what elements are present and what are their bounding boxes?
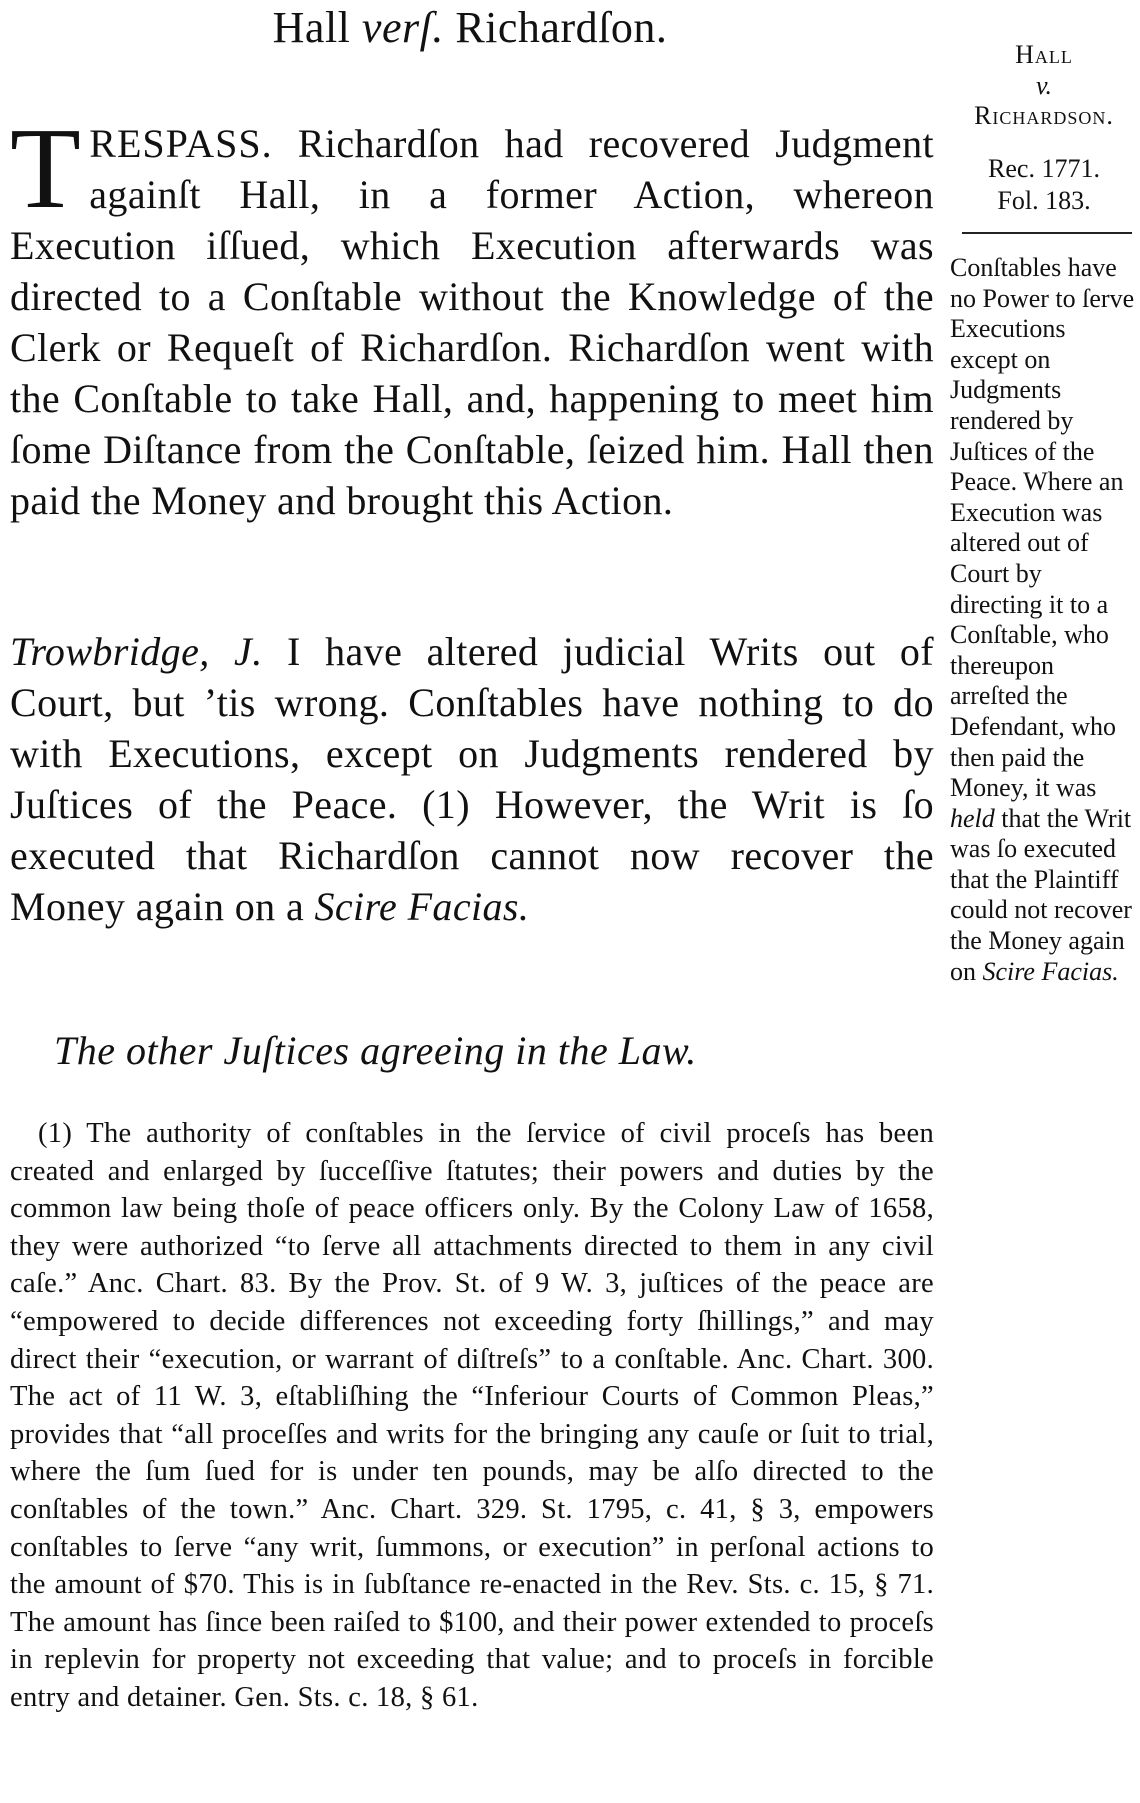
footnote-text: (1) The authority of conſtables in the ſervice of civil proceſs has been created and enlarged by ſucceſſive ſtatutes; their powers and duties by the common law being thoſe of peace officers only. By the Colony Law of 1658, they were authorized “to ſerve all attachments directed to them in any civil caſe.” Anc. Chart. 83. By the Prov. St. of 9 W. 3, juſtices of the peace are “empowered to decide differences not exceeding forty ſhillings,” and may direct their “execution, or warrant of diſtreſs” to a conſtable. Anc. Chart. 300. The act of 11 W. 3, eſtabliſhing the “Inferiour Courts of Common Pleas,” provides that “all proceſſes and writs for the bringing any cauſe or ſuit to trial, where the ſum ſued for is under ten pounds, may be alſo directed to the conſtables of the town.” Anc. Chart. 329. St. 1795, c. 41, § 3, empowers conſtables to ſerve “any writ, ſummons, or execution” in perſonal actions to the amount of $70. This is in ſubſtance re-enacted in the Rev. Sts. c. 15, § 71. The amount has ſince been raiſed to $100, and their power extended to proceſs in replevin for property not exceeding that value; and to proceſs in forcible entry and detainer. Gen. Sts. c. 18, § 61. (10, 1118, 934, 1713)
title-versus: verſ. (361, 3, 444, 52)
opening-text: Richardſon had recovered Judgment againſt Hall, in a former Action, whereon Execution iſſued, which Execution afterwards was directed to a Conſtable without the Knowledge of the Clerk or Requeſt of Richardſon. Richardſon went with the Conſtable to take Hall, and, happening to meet him ſome Diſtance from the Conſtable, ſeized him. Hall then paid the Money and brought this Action. (10, 121, 934, 523)
opinion-text: I have altered judicial Writs out of Court, but ’tis wrong. Conſtables have nothing to do with Executions, except on Judgments rendered by Juſtices of the Peace. (1) However, the Writ is ſo executed that Richardſon cannot now recover the Money again on a (10, 629, 934, 929)
margin-divider (962, 232, 1132, 234)
margin-note-text-a: Conſtables have no Power to ſerve Executions except on Judgments rendered by Juſtices of the Peace. Where an Execution was altered out of Court by directing it to a Conſtable, who thereupon arreſted the Defendant, who then paid the Money, it was (950, 253, 1135, 803)
agreement-line: The other Juſtices agreeing in the Law. (54, 1028, 697, 1073)
opinion-paragraph (10, 626, 934, 932)
footnote (10, 1115, 934, 1717)
margin-note-scire: Scire Facias. (982, 956, 1119, 986)
opening-first-word: RESPASS. (89, 121, 273, 166)
margin-record-folio: Fol. 183. (997, 186, 1091, 215)
drop-cap: T (10, 105, 82, 233)
margin-case-name (950, 40, 1138, 132)
opinion-scire-facias: Scire Facias. (314, 884, 530, 929)
margin-record-reference (950, 153, 1138, 217)
margin-note-held: held (950, 803, 995, 833)
judge-name: Trowbridge, J. (10, 629, 263, 674)
opening-paragraph (10, 105, 934, 526)
margin-case-versus: v. (1035, 70, 1053, 100)
margin-case-plaintiff: Hall (1015, 40, 1073, 69)
title-party-left: Hall (272, 3, 351, 52)
margin-note-text-b: that the Writ was ſo executed that the Plaintiff could not recover the Money again on (950, 803, 1132, 986)
margin-case-defendant: Richardson. (974, 101, 1114, 130)
title-party-right: Richardſon. (455, 3, 668, 52)
margin-note (950, 253, 1136, 987)
page-title (0, 0, 940, 56)
margin-record-year: Rec. 1771. (988, 154, 1100, 183)
